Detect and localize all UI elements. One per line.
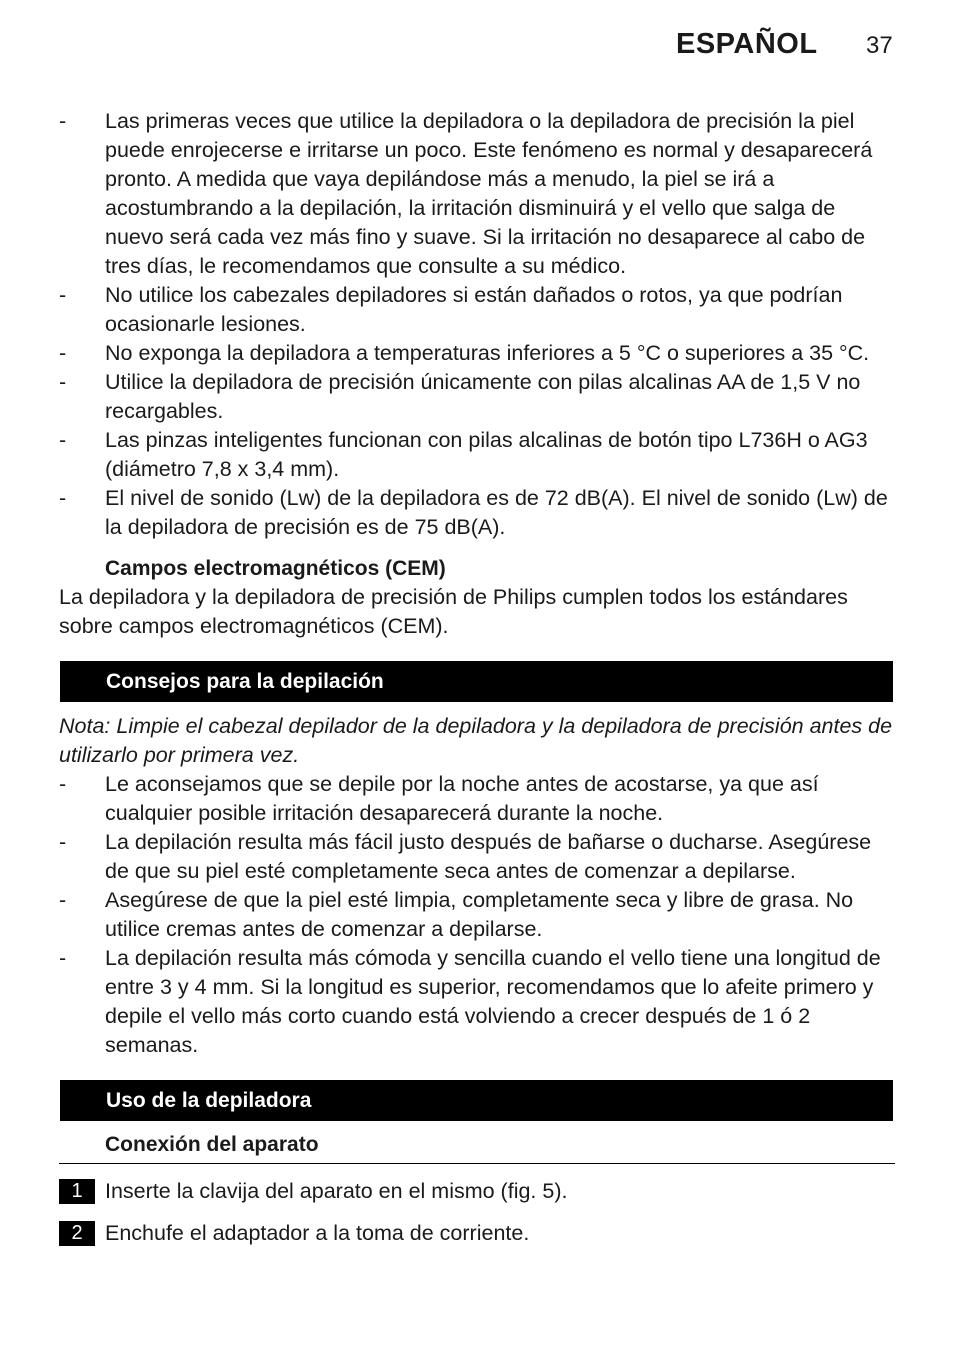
step-1 [59, 1176, 567, 1206]
step-text: Inserte la clavija del aparato en el mismo (fig. 5). [105, 1178, 568, 1203]
list-item: - Asegúrese de que la piel esté limpia, completamente seca y libre de grasa. No utilice cremas antes de comenzar a depilarse. [59, 888, 854, 941]
page-number: 37 [866, 32, 893, 59]
cem-section [59, 554, 899, 641]
list-item: - El nivel de sonido (Lw) de la depiladora es de 72 dB(A). El nivel de sonido (Lw) de la depiladora de precisión es de 75 dB(A). [59, 486, 888, 539]
list-item: - La depilación resulta más cómoda y sencilla cuando el vello tiene una longitud de entre 3 y 4 mm. Si la longitud es superior, recomendamos que lo afeite primero y depile el vello más corto cuando está volviendo a crecer después de 1 ó 2 semanas. [59, 946, 881, 1057]
connection-heading-block [59, 1130, 899, 1159]
tips-list [59, 770, 899, 1060]
step-text: Enchufe el adaptador a la toma de corriente. [105, 1220, 530, 1245]
list-item: - No utilice los cabezales depiladores si están dañados o rotos, ya que podrían ocasionarle lesiones. [59, 283, 843, 336]
dash-bullet: - [59, 888, 67, 912]
list-item: - No exponga la depiladora a temperaturas inferiores a 5 °C o superiores a 35 °C. [59, 339, 899, 368]
step-2 [59, 1218, 529, 1248]
dash-bullet: - [59, 370, 67, 394]
dash-bullet: - [59, 428, 67, 452]
list-item: - Las primeras veces que utilice la depiladora o la depiladora de precisión la piel puede enrojecerse e irritarse un poco. Este fenómeno es normal y desaparecerá pronto. A medida que vaya depilándose más a menudo, la piel se irá a acostumbrando a la depilación, la irritación disminuirá y el vello que salga de nuevo será cada vez más fino y suave. Si la irritación no desaparece al cabo de tres días, le recomendamos que consulte a su médico. [59, 109, 873, 278]
cem-paragraph: La depiladora y la depiladora de precisión de Philips cumplen todos los estándares sobre campos electromagnéticos (CEM). [59, 585, 848, 638]
step-number: 1 [59, 1179, 95, 1204]
dash-bullet: - [59, 109, 67, 133]
warnings-section [59, 107, 899, 542]
cem-heading: Campos electromagnéticos (CEM) [105, 557, 446, 580]
list-item: - Utilice la depiladora de precisión únicamente con pilas alcalinas AA de 1,5 V no recargables. [59, 370, 861, 423]
cleaning-note: Nota: Limpie el cabezal depilador de la depiladora y la depiladora de precisión antes de utilizarlo por primera vez. [59, 714, 893, 767]
list-item: - La depilación resulta más fácil justo después de bañarse o ducharse. Asegúrese de que su piel esté completamente seca antes de comenzar a depilarse. [59, 830, 872, 883]
step-number: 2 [59, 1221, 95, 1246]
dash-bullet: - [59, 283, 67, 307]
consejos-section [59, 712, 899, 1060]
uso-section-bar: Uso de la depiladora [60, 1080, 893, 1121]
dash-bullet: - [59, 830, 67, 854]
divider [59, 1163, 895, 1164]
warnings-list [59, 107, 899, 542]
list-item: - Las pinzas inteligentes funcionan con pilas alcalinas de botón tipo L736H o AG3 (diámetro 7,8 x 3,4 mm). [59, 428, 868, 481]
dash-bullet: - [59, 341, 67, 365]
connection-heading: Conexión del aparato [105, 1133, 319, 1156]
language-header: ESPAÑOL [676, 28, 818, 60]
dash-bullet: - [59, 772, 67, 796]
list-item: - Le aconsejamos que se depile por la noche antes de acostarse, ya que así cualquier posible irritación desaparecerá durante la noche. [59, 772, 819, 825]
dash-bullet: - [59, 486, 67, 510]
dash-bullet: - [59, 946, 67, 970]
consejos-section-bar: Consejos para la depilación [60, 661, 893, 702]
